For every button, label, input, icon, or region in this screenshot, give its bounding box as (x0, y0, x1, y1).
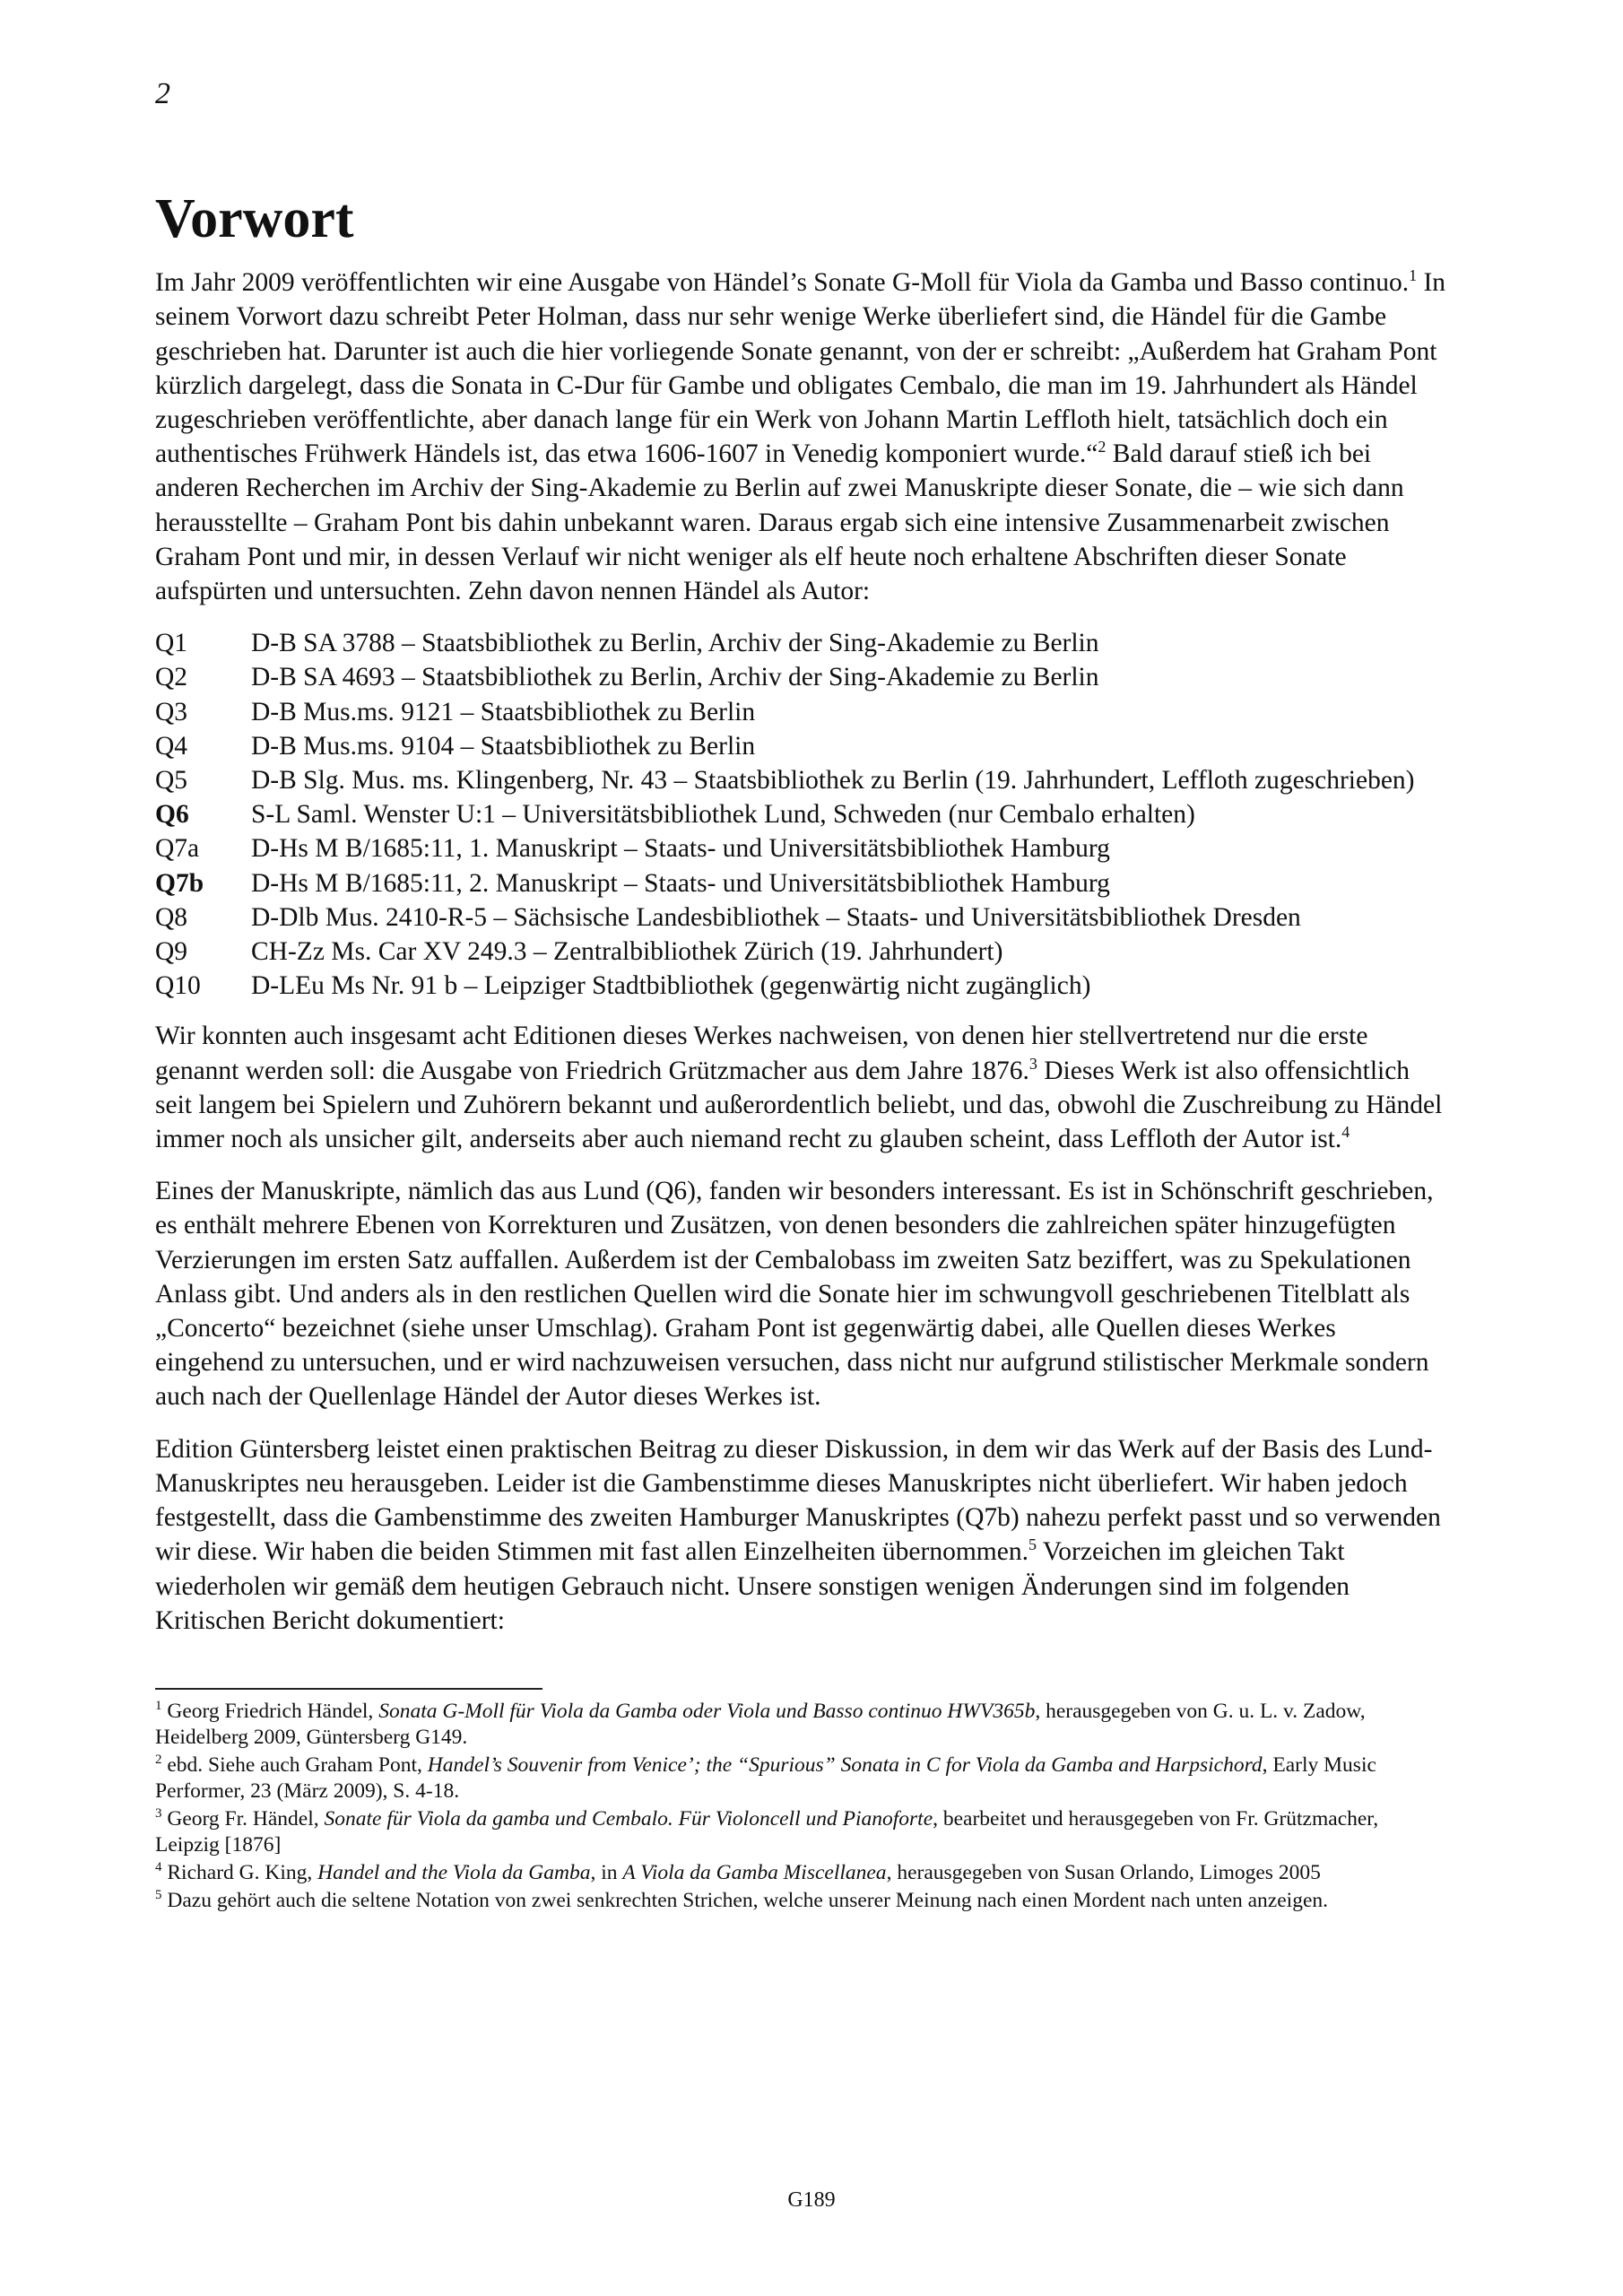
page-title: Vorwort (155, 188, 354, 249)
source-item (155, 763, 1446, 797)
source-description: D-B Mus.ms. 9121 – Staatsbibliothek zu Berlin (251, 697, 756, 726)
footnote-text: Georg Fr. Händel, (161, 1806, 325, 1831)
source-description: D-B Mus.ms. 9104 – Staatsbibliothek zu Berlin (251, 731, 756, 761)
footnote-ref[interactable]: 2 (1098, 438, 1107, 457)
source-item (155, 695, 1446, 729)
source-item (155, 866, 1446, 900)
source-item (155, 660, 1446, 694)
source-item (155, 729, 1446, 763)
page-content (155, 188, 1446, 1916)
footnote (155, 1752, 1446, 1805)
source-description: D-Dlb Mus. 2410-R-5 – Sächsische Landesbibliothek – Staats- und Universitätsbibliothek Dresden (251, 902, 1301, 932)
footnote-number: 2 (155, 1752, 162, 1768)
footnote-title: Handel and the Viola da Gamba (317, 1860, 591, 1884)
source-item (155, 935, 1446, 969)
footnote-number: 4 (155, 1860, 162, 1875)
source-id: Q7b (155, 868, 204, 898)
footnote-text: , bearbeitet und herausgegeben von Fr. Grützmacher, Leipzig [1876] (155, 1806, 1379, 1857)
paragraph-text: Vorzeichen im gleichen Takt wiederholen wir gemäß dem heutigen Gebrauch nicht. Unsere sonstigen wenigen Änderungen sind im folgenden Kritischen Bericht dokumentiert: (155, 1537, 1350, 1635)
paragraph-text: Edition Güntersberg leistet einen praktischen Beitrag zu dieser Diskussion, in dem wir das Werk auf der Basis des Lund-Manuskriptes neu herausgeben. Leider ist die Gambenstimme dieses Manuskriptes nicht überliefert. Wir haben jedoch festgestellt, dass die Gambenstimme des zweiten Hamburger Manuskriptes (Q7b) nahezu perfekt passt und so verwenden wir diese. Wir haben die beiden Stimmen mit fast allen Einzelheiten übernommen. (155, 1434, 1441, 1567)
source-id: Q3 (155, 697, 188, 726)
source-item (155, 900, 1446, 935)
footnote-ref[interactable]: 3 (1028, 1054, 1037, 1073)
source-id: Q5 (155, 766, 188, 796)
paragraph-text: Eines der Manuskripte, nämlich das aus Lund (Q6), fanden wir besonders interessant. Es ist in Schönschrift geschrieben, es enthält mehrere Ebenen von Korrekturen und Zusätzen, von denen besonders die zahlreichen später hinzugefügten Verzierungen im ersten Satz auffallen. Außerdem ist der Cembalobass im zweiten Satz beziffert, was zu Spekulationen Anlass gibt. Und anders als in den restlichen Quellen wird die Sonate hier im schwungvoll geschriebenen Titelblatt als „Concerto“ bezeichnet (siehe unser Umschlag). Graham Pont ist gegenwärtig dabei, alle Quellen dieses Werkes eingehend zu untersuchen, und er wird nachzuweisen versuchen, dass nicht nur aufgrund stilistischer Merkmale sondern auch nach der Quellenlage Händel der Autor dieses Werkes ist. (155, 1177, 1434, 1412)
paragraph-text: Bald darauf stieß ich bei anderen Recherchen im Archiv der Sing-Akademie zu Berlin auf zwei Manuskripte dieser Sonate, die – wie sich dann herausstellte – Graham Pont bis dahin unbekannt waren. Daraus ergab sich eine intensive Zusammenarbeit zwischen Graham Pont und mir, in dessen Verlauf wir nicht weniger als elf heute noch erhaltene Abschriften dieser Sonate aufspürten und untersuchten. Zehn davon nennen Händel als Autor: (155, 439, 1404, 606)
paragraph-edition (155, 1432, 1446, 1638)
page-number: 2 (155, 77, 170, 110)
source-item (155, 797, 1446, 831)
source-item (155, 831, 1446, 865)
footnote-number: 3 (155, 1806, 162, 1822)
paragraph-text: Wir konnten auch insgesamt acht Editionen dieses Werkes nachweisen, von denen hier stellvertretend nur die erste genannt werden soll: die Ausgabe von Friedrich Grützmacher aus dem Jahre 1876. (155, 1022, 1368, 1085)
source-item (155, 626, 1446, 660)
footnote (155, 1806, 1446, 1858)
source-description: D-B SA 3788 – Staatsbibliothek zu Berlin, Archiv der Sing-Akademie zu Berlin (251, 629, 1099, 658)
source-description: D-Hs M B/1685:11, 1. Manuskript – Staats- und Universitätsbibliothek Hamburg (251, 834, 1110, 864)
source-id: Q1 (155, 629, 188, 658)
footnote-ref[interactable]: 1 (1409, 266, 1418, 285)
footnote-title: Handel’s Souvenir from Venice’; the “Spurious” Sonata in C for Viola da Gamba and Harpsichord (427, 1752, 1263, 1777)
edition-code: G189 (787, 2188, 836, 2212)
footnote-text: , in (590, 1860, 623, 1884)
paragraph-text: Im Jahr 2009 veröffentlichten wir eine Ausgabe von Händel’s Sonate G-Moll für Viola da Gamba und Basso continuo. (155, 268, 1410, 298)
footnote-title: Sonata G-Moll für Viola da Gamba oder Viola und Basso continuo HWV365b (378, 1699, 1036, 1723)
footnote-ref[interactable]: 5 (1028, 1535, 1037, 1554)
source-id: Q6 (155, 800, 189, 830)
paragraph-text: In seinem Vorwort dazu schreibt Peter Holman, dass nur sehr wenige Werke überliefert sind, die Händel für die Gambe geschrieben hat. Darunter ist auch die hier vorliegende Sonate genannt, von der er schreibt: „Außerdem hat Graham Pont kürzlich dargelegt, dass die Sonata in C-Dur für Gambe und obligates Cembalo, die man im 19. Jahrhundert als Händel zugeschrieben veröffentlichte, aber danach lange für ein Werk von Johann Martin Leffloth hielt, tatsächlich doch ein authentisches Frühwerk Händels ist, das etwa 1606-1607 in Venedig komponiert wurde.“ (155, 268, 1446, 469)
footnote (155, 1888, 1446, 1914)
paragraph-text: Dieses Werk ist also offensichtlich seit langem bei Spielern und Zuhörern bekannt und außerordentlich beliebt, und das, obwohl die Zuschreibung zu Händel immer noch als unsicher gilt, anderseits aber auch niemand recht zu glauben scheint, dass Leffloth der Autor ist. (155, 1056, 1443, 1154)
footnote-text: Georg Friedrich Händel, (161, 1699, 379, 1723)
footnote-text: , herausgegeben von G. u. L. v. Zadow, Heidelberg 2009, Güntersberg G149. (155, 1699, 1366, 1749)
paragraph-lund (155, 1174, 1446, 1413)
footnote-number: 5 (155, 1888, 162, 1903)
source-id: Q8 (155, 902, 188, 932)
source-description: D-Hs M B/1685:11, 2. Manuskript – Staats- und Universitätsbibliothek Hamburg (251, 868, 1110, 898)
footnote-text: , Early Music Performer, 23 (März 2009), S. 4-18. (155, 1752, 1376, 1803)
source-id: Q2 (155, 663, 188, 692)
source-description: D-LEu Ms Nr. 91 b – Leipziger Stadtbibliothek (gegenwärtig nicht zugänglich) (251, 971, 1091, 1001)
paragraph-editions (155, 1019, 1446, 1156)
footnote-number: 1 (155, 1699, 162, 1714)
source-list (155, 626, 1446, 1003)
source-id: Q9 (155, 937, 188, 967)
source-description: S-L Saml. Wenster U:1 – Universitätsbibliothek Lund, Schweden (nur Cembalo erhalten) (251, 800, 1195, 830)
footnote-divider (155, 1688, 542, 1690)
source-description: D-B SA 4693 – Staatsbibliothek zu Berlin, Archiv der Sing-Akademie zu Berlin (251, 663, 1099, 692)
source-description: D-B Slg. Mus. ms. Klingenberg, Nr. 43 – Staatsbibliothek zu Berlin (19. Jahrhundert, Leffloth zugeschrieben) (251, 766, 1415, 796)
footnote (155, 1699, 1446, 1751)
footnote-text: Richard G. King, (161, 1860, 318, 1884)
source-id: Q4 (155, 731, 188, 761)
footnote-ref[interactable]: 4 (1341, 1123, 1350, 1142)
footnote-text: Dazu gehört auch die seltene Notation von zwei senkrechten Strichen, welche unserer Meinung nach einen Mordent nach unten anzeigen. (161, 1888, 1328, 1912)
footnote-title: Sonate für Viola da gamba und Cembalo. Für Violoncell und Pianoforte (324, 1806, 933, 1831)
paragraph-intro (155, 265, 1446, 608)
source-description: CH-Zz Ms. Car XV 249.3 – Zentralbibliothek Zürich (19. Jahrhundert) (251, 937, 1003, 967)
footnote-text: ebd. Siehe auch Graham Pont, (161, 1752, 428, 1777)
footnote-text: , herausgegeben von Susan Orlando, Limoges 2005 (886, 1860, 1321, 1884)
source-id: Q10 (155, 971, 201, 1001)
source-item (155, 969, 1446, 1003)
source-id: Q7a (155, 834, 200, 864)
footnote (155, 1860, 1446, 1886)
footnote-title: A Viola da Gamba Miscellanea (622, 1860, 887, 1884)
